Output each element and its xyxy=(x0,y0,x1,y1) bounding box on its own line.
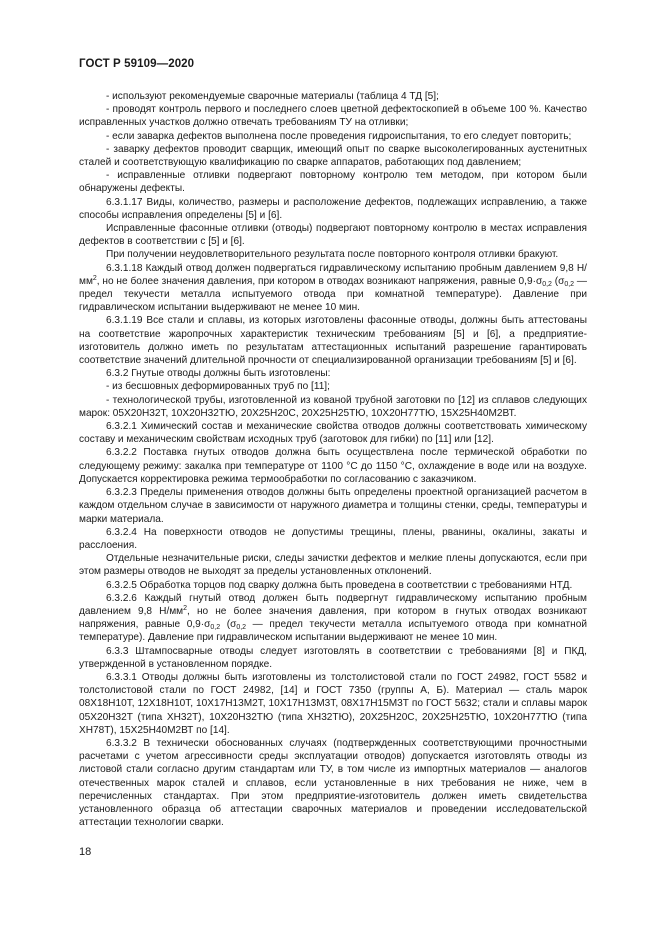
text-run: (σ xyxy=(220,619,237,631)
clause-6-3-2-3: 6.3.2.3 Пределы применения отводов должны быть определены проектной организацией расчетом в каждом отдельном случае в зависимости от наружного диаметра и толщины стенки, среды, температуры и марки материала. xyxy=(79,487,587,525)
subscript: 0,2 xyxy=(542,280,552,288)
paragraph-minor-defects: Отдельные незначительные риски, следы зачистки дефектов и мелкие плены допускаются, если при этом размеры отводов не выходят за пределы установленных отклонений. xyxy=(79,553,587,578)
clause-6-3-3-1: 6.3.3.1 Отводы должны быть изготовлены из толстолистовой стали по ГОСТ 24982, ГОСТ 5582 и толстолистовой стали по ГОСТ 24982, [14] и ГОСТ 7350 (группы А, Б). Материал — сталь марок 08Х18Н10Т, 12Х18Н10Т, 10Х17Н13М2Т, 10Х17Н13М3Т, 08Х17Н15М3Т по ГОСТ 5632; стали и сплавы марок 05Х20Н32Т (типа ХН32Т), 10Х20Н32ТЮ (типа ХН32ТЮ), 20Х25Н20С, 20Х25Н25ТЮ, 10Х20Н77ТЮ (типа ХН78Т), 15Х25Н40М2ВТ по [14]. xyxy=(79,671,587,736)
clause-6-3-3-2: 6.3.3.2 В технически обоснованных случаях (подтвержденных соответствующими прочностными расчетами с учетом агрессивности среды эксплуатации отводов) допускается изготовлять отводы из листовой стали согласно другим стандартам или ТУ, в том числе из импортных материалов — аналогов отечественных марок сталей и сплавов, если установленные в них требования не ниже, чем в перечисленных стандартах. При этом предприятие-изготовитель должен иметь свидетельства установленного образца об аттестации сварочных материалов и проведении исследовательской аттестации технологии сварки. xyxy=(79,737,587,829)
subscript: 0,2 xyxy=(564,280,575,288)
list-item-forged-billet-pipes: - технологической трубы, изготовленной из кованой трубной заготовки по [12] из сплавов следующих марок: 05Х20Н32Т, 10Х20Н32ТЮ, 20Х25Н20С, 20Х25Н25ТЮ, 10Х20Н77ТЮ, 15Х25Н40М2ВТ. xyxy=(79,394,587,419)
clause-6-3-2-5: 6.3.2.5 Обработка торцов под сварку должна быть проведена в соответствии с требованиями НТД. xyxy=(106,579,573,591)
superscript: 2 xyxy=(183,604,188,612)
clause-6-3-3: 6.3.3 Штампосварные отводы следует изготовлять в соответствии с требованиями [8] и ПКД, утвержденной в установленном порядке. xyxy=(79,645,587,670)
clause-6-3-1-17: 6.3.1.17 Виды, количество, размеры и расположение дефектов, подлежащих исправлению, а также способы исправления определены [5] и [6]. xyxy=(79,196,587,221)
clause-6-3-1-18 xyxy=(79,262,587,315)
text-run: — предел текучести металла испытуемого отвода при комнатной температуре). Давление при гидравлическом испытании выдерживают не менее 10 мин. xyxy=(79,275,587,314)
text-run: 6.3.1.18 Каждый отвод должен подвергаться гидравлическому испытанию пробным давлением 9,8 Н/мм xyxy=(79,262,587,287)
text-run: 6.3.2.6 Каждый гнутый отвод должен быть подвергнут гидравлическому испытанию пробным давлением 9,8 Н/мм xyxy=(79,592,587,617)
text-run: — предел текучести металла испытуемого отвода при комнатной температуре). Давление при гидравлическом испытании выдерживают не менее 10 мин. xyxy=(79,619,587,644)
paragraph-repaired-castings: Исправленные фасонные отливки (отводы) подвергают повторному контролю в местах исправления дефектов в соответствии с [5] и [6]. xyxy=(79,223,587,248)
page-header-standard-number: ГОСТ Р 59109—2020 xyxy=(79,58,195,70)
clause-6-3-2-1: 6.3.2.1 Химический состав и механические свойства отводов должны соответствовать химическому составу и механическим свойствам исходных труб (заготовок для гибки) по [11] или [12]. xyxy=(79,421,587,446)
list-item-repeat-inspection: - исправленные отливки подвергают повторному контролю тем методом, при котором были обнаружены дефекты. xyxy=(79,170,587,195)
list-item-dye-penetrant-control: - проводят контроль первого и последнего слоев цветной дефектоскопией в объеме 100 %. Качество исправленных участков должно отвечать требованиям ТУ на отливки; xyxy=(79,104,587,129)
clause-6-3-1-19: 6.3.1.19 Все стали и сплавы, из которых изготовлены фасонные отводы, должны быть аттестованы на соответствие жаропрочных характеристик техническим требованиям [5] и [6], а предприятие-изготовитель должно иметь по результатам аттестационных испытаний разрешение гарантировать соответствие значений длительной прочности от специализированной организации требованиям [5] и [6]. xyxy=(79,315,587,367)
text-run: , но не более значения давления, при котором в гнутых отводах возникают напряжения, равные 0,9·σ xyxy=(79,605,587,631)
clause-6-3-2-6 xyxy=(79,592,587,645)
clause-6-3-2-2: 6.3.2.2 Поставка гнутых отводов должна быть осуществлена после термической обработки по следующему режиму: закалка при температуре от 1100 °С до 1150 °С, охлаждение в воде или на воздухе. Допускается корректировка режима термообработки по согласованию с заказчиком. xyxy=(79,447,587,485)
page-number: 18 xyxy=(79,846,92,858)
clause-6-3-2-4: 6.3.2.4 На поверхности отводов не допустимы трещины, плены, рванины, окалины, закаты и расслоения. xyxy=(79,526,587,551)
list-item-welding-materials: - используют рекомендуемые сварочные материалы (таблица 4 ТД [5]; xyxy=(106,91,439,102)
clause-6-3-2: 6.3.2 Гнутые отводы должны быть изготовлены: xyxy=(106,368,331,380)
text-run: , но не более значения давления, при котором в отводах возникают напряжения, равные 0,9·σ xyxy=(96,275,543,287)
list-item-welder-qualification: - заварку дефектов проводит сварщик, имеющий опыт по сварке высоколегированных аустенитных сталей и соответствующую квалификацию по сварке аппаратов, работающих под давлением; xyxy=(79,143,587,169)
list-item-seamless-pipes: - из бесшовных деформированных труб по [11]; xyxy=(106,381,330,393)
subscript: 0,2 xyxy=(210,624,221,632)
subscript: 0,2 xyxy=(236,624,247,632)
text-run: (σ xyxy=(551,275,565,287)
superscript: 2 xyxy=(92,274,97,282)
paragraph-rejection: При получении неудовлетворительного результата после повторного контроля отливки бракуют. xyxy=(106,249,559,261)
document-body xyxy=(79,90,587,829)
list-item-repeat-hydrotest: - если заварка дефектов выполнена после проведения гидроиспытания, то его следует повторить; xyxy=(106,130,572,142)
